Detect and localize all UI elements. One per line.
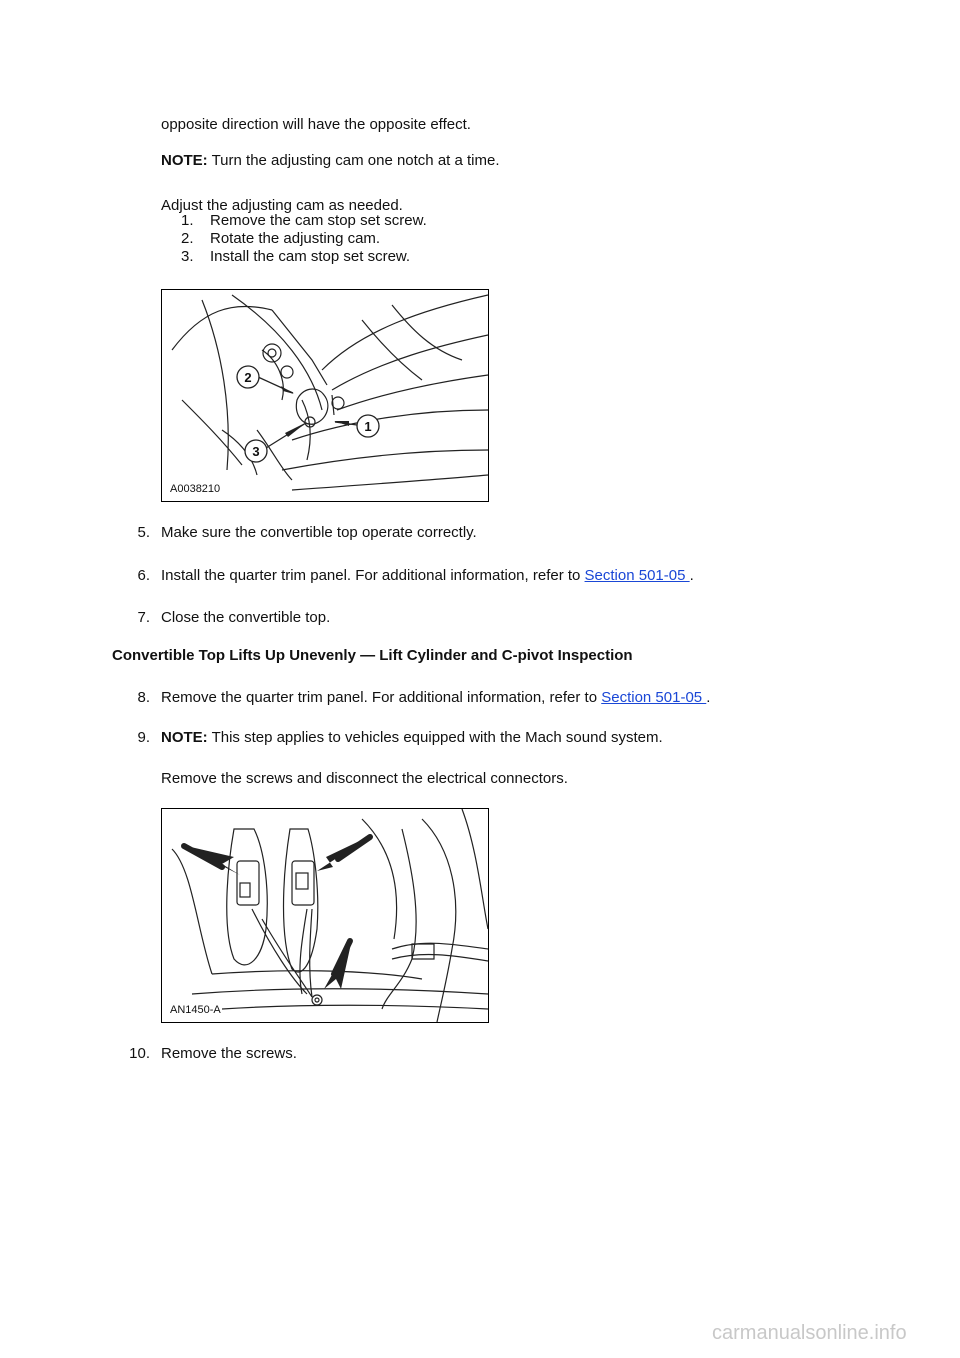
step-number: 5.	[137, 524, 150, 541]
callout-1: 1	[364, 419, 372, 434]
section-link[interactable]: Section 501-05	[584, 567, 690, 584]
step-text	[161, 689, 710, 707]
adjusting-cam-illustration	[162, 290, 488, 501]
intro-line: opposite direction will have the opposite effect.	[161, 116, 471, 133]
section-link[interactable]: Section 501-05	[601, 689, 707, 706]
substep-text: Install the cam stop set screw.	[210, 248, 411, 265]
step-number: 7.	[137, 609, 150, 626]
step-text-tail: .	[689, 567, 694, 584]
section-heading: Convertible Top Lifts Up Unevenly — Lift Cylinder and C-pivot Inspection	[112, 647, 633, 664]
step-text: Remove the screws and disconnect the electrical connectors.	[161, 770, 568, 787]
note-text: This step applies to vehicles equipped with the Mach sound system.	[207, 729, 663, 746]
step-number: 8.	[137, 689, 150, 706]
step-number: 6.	[137, 567, 150, 584]
watermark-text: carmanualsonline.info	[712, 1322, 907, 1344]
step-number: 10.	[129, 1045, 150, 1062]
figure-label: A0038210	[170, 483, 221, 495]
callout-3: 3	[252, 444, 260, 459]
step-note	[161, 729, 663, 747]
step-text: Close the convertible top.	[161, 609, 331, 626]
adjusting-cam-figure	[161, 289, 489, 502]
adjust-instruction: Adjust the adjusting cam as needed.	[161, 197, 403, 214]
figure-label: AN1450-A	[170, 1004, 221, 1016]
note-text: Turn the adjusting cam one notch at a time.	[207, 152, 500, 169]
substep-number: 1.	[181, 212, 194, 229]
step-text-body: Remove the quarter trim panel. For additional information, refer to	[161, 689, 602, 706]
note-label: NOTE:	[161, 729, 208, 746]
electrical-connectors-illustration	[162, 809, 488, 1022]
note-line	[161, 152, 500, 170]
step-text-tail: .	[706, 689, 711, 706]
substep-text: Rotate the adjusting cam.	[210, 230, 381, 247]
substep-number: 3.	[181, 248, 194, 265]
step-text	[161, 567, 694, 585]
substep-number: 2.	[181, 230, 194, 247]
step-text: Make sure the convertible top operate correctly.	[161, 524, 477, 541]
substep-text: Remove the cam stop set screw.	[210, 212, 427, 229]
step-number: 9.	[137, 729, 150, 746]
step-text-body: Install the quarter trim panel. For additional information, refer to	[161, 567, 585, 584]
step-text: Remove the screws.	[161, 1045, 297, 1062]
electrical-connectors-figure	[161, 808, 489, 1023]
callout-2: 2	[244, 370, 252, 385]
note-label: NOTE:	[161, 152, 208, 169]
